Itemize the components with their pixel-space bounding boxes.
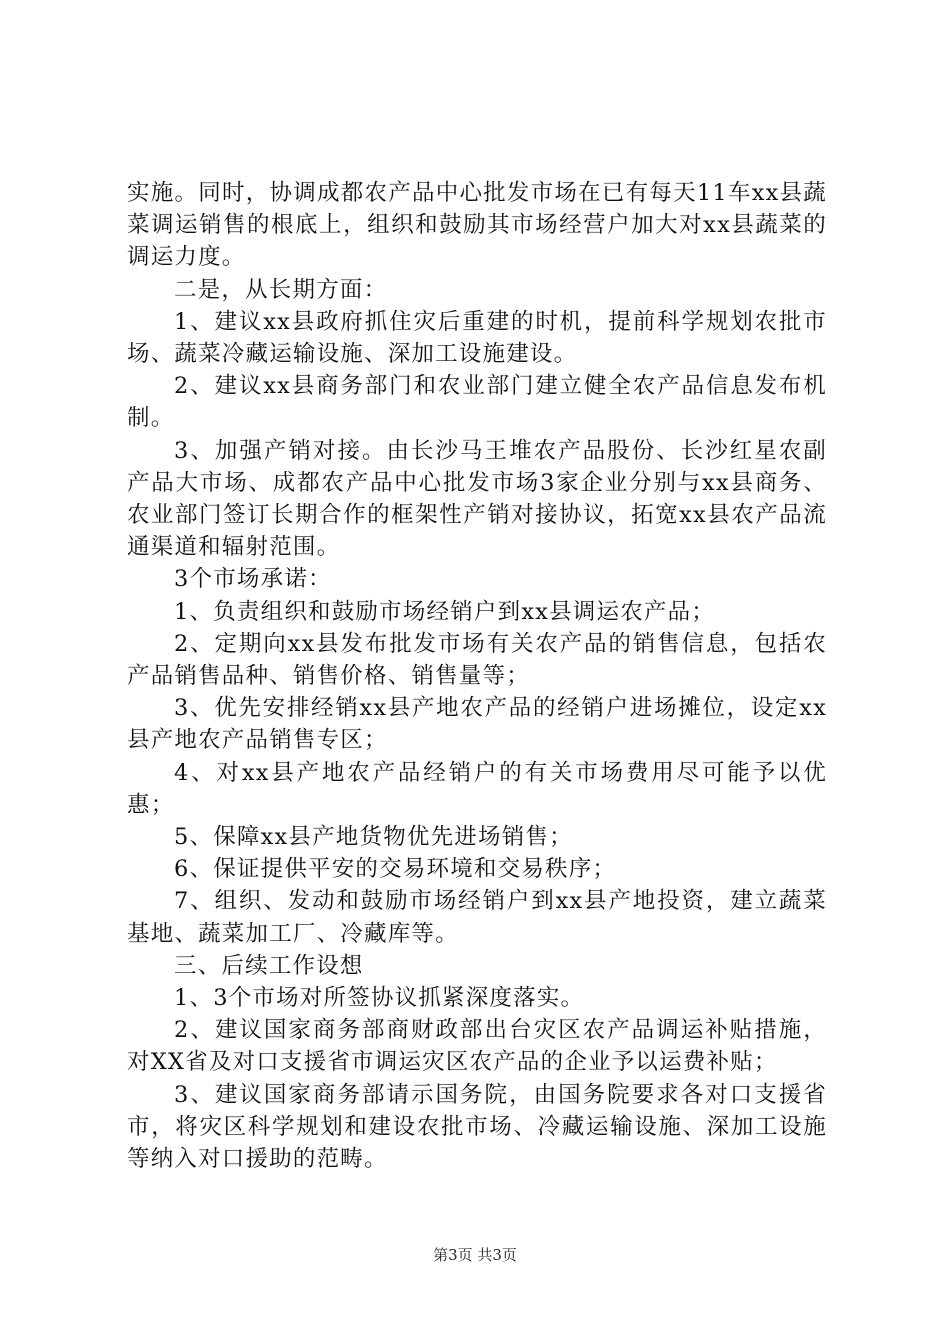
paragraph-item: 2、建议xx县商务部门和农业部门建立健全农产品信息发布机制。 — [127, 373, 827, 432]
paragraph-item: 7、组织、发动和鼓励市场经销户到xx县产地投资，建立蔬菜基地、蔬菜加工厂、冷藏库等。 — [127, 888, 827, 947]
paragraph-item: 3、优先安排经销xx县产地农产品的经销户进场摊位，设定xx县产地农产品销售专区； — [127, 695, 827, 754]
paragraph-item: 3、建议国家商务部请示国务院，由国务院要求各对口支援省市，将灾区科学规划和建设农批市场、冷藏运输设施、深加工设施等纳入对口援助的范畴。 — [127, 1081, 827, 1173]
paragraph-item: 3、加强产销对接。由长沙马王堆农产品股份、长沙红星农副产品大市场、成都农产品中心批发市场3家企业分别与xx县商务、农业部门签订长期合作的框架性产销对接协议，拓宽xx县农产品流通渠道和辐射范围。 — [127, 437, 827, 561]
paragraph-item: 2、建议国家商务部商财政部出台灾区农产品调运补贴措施，对XX省及对口支援省市调运灾区农产品的企业予以运费补贴； — [127, 1017, 827, 1076]
paragraph-section-heading-long-term: 二是，从长期方面： — [174, 276, 388, 303]
paragraph-item: 1、负责组织和鼓励市场经销户到xx县调运农产品； — [174, 598, 715, 625]
paragraph-item: 5、保障xx县产地货物优先进场销售； — [174, 824, 573, 851]
paragraph-item: 2、定期向xx县发布批发市场有关农产品的销售信息，包括农产品销售品种、销售价格、销售量等； — [127, 630, 827, 690]
paragraph-item: 1、建议xx县政府抓住灾后重建的时机，提前科学规划农批市场、蔬菜冷藏运输设施、深加工设施建设。 — [127, 308, 827, 368]
paragraph-item: 1、3个市场对所签协议抓紧深度落实。 — [174, 985, 585, 1012]
paragraph-section-heading-commitments: 3个市场承诺： — [174, 566, 332, 593]
document-body — [127, 177, 827, 1175]
paragraph-item: 4、对xx县产地农产品经销户的有关市场费用尽可能予以优惠； — [127, 759, 827, 818]
page-footer: 第3页 共3页 — [433, 1246, 517, 1264]
paragraph-continuation: 实施。同时，协调成都农产品中心批发市场在已有每天11车xx县蔬菜调运销售的根底上，组织和鼓励其市场经营户加大对xx县蔬菜的调运力度。 — [127, 180, 827, 271]
paragraph-item: 6、保证提供平安的交易环境和交易秩序； — [174, 856, 617, 883]
paragraph-section-heading-follow-up: 三、后续工作设想 — [174, 952, 364, 979]
